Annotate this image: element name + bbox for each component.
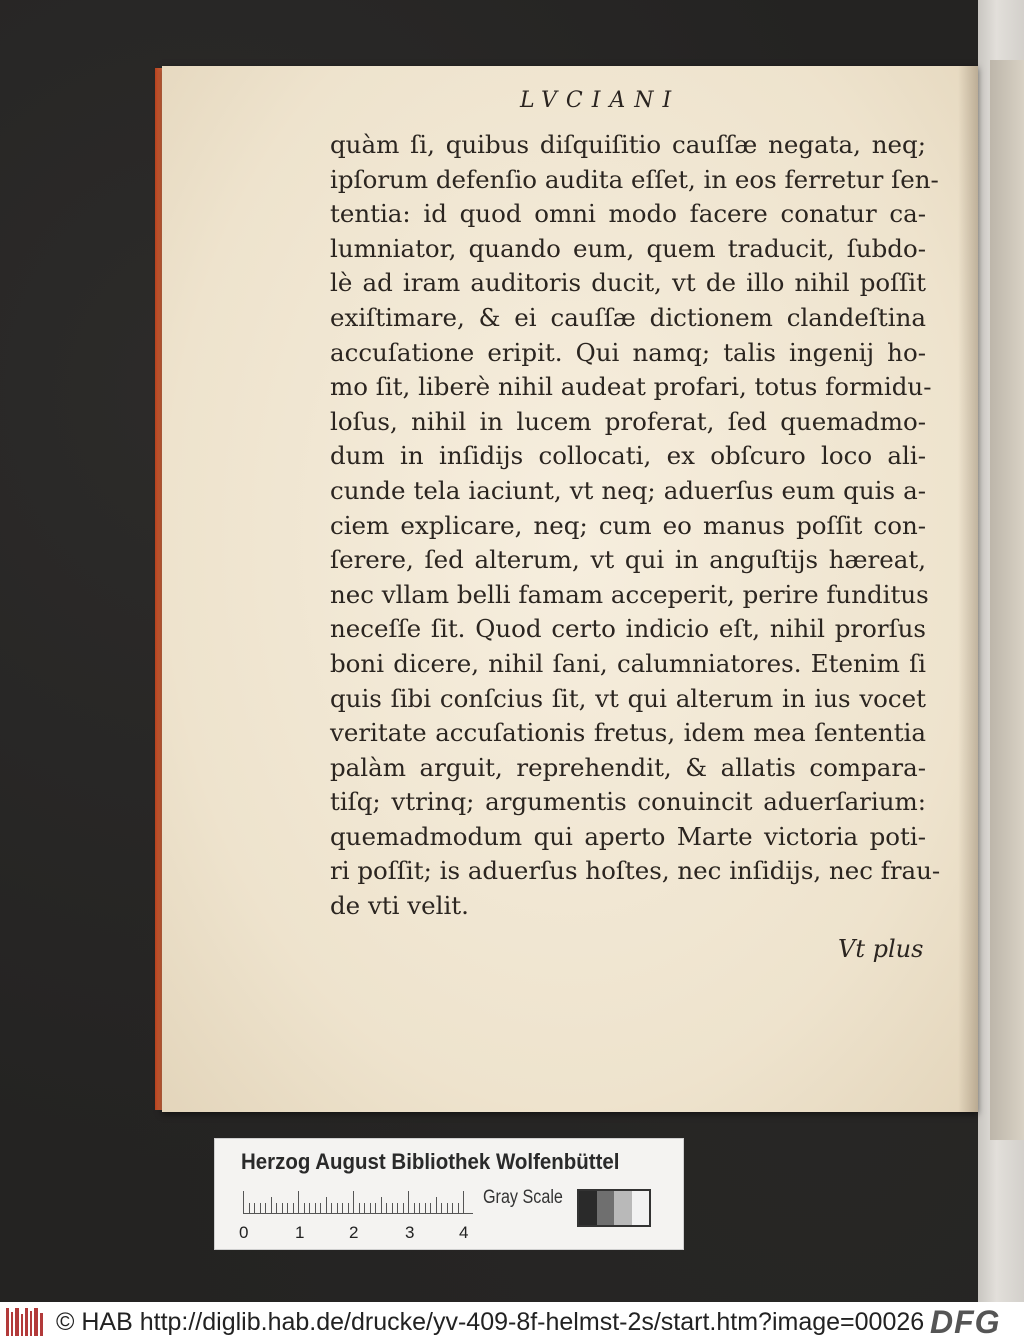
gray-swatch bbox=[614, 1191, 632, 1225]
ruler-tick bbox=[337, 1203, 338, 1213]
text-line: lè ad iram auditoris ducit, vt de illo nihil poſſit bbox=[330, 268, 926, 298]
ruler-tick bbox=[243, 1191, 244, 1213]
ruler-tick bbox=[359, 1203, 360, 1213]
text-line: palàm arguit, reprehendit, & allatis compara- bbox=[330, 752, 926, 782]
ruler-tick bbox=[436, 1197, 437, 1213]
text-line: mo ſit, liberè nihil audeat profari, totus formidu- bbox=[330, 372, 932, 402]
ruler-tick bbox=[381, 1197, 382, 1213]
dfg-logo: DFG bbox=[930, 1304, 1001, 1340]
ruler-tick bbox=[249, 1203, 250, 1213]
ruler-tick bbox=[425, 1203, 426, 1213]
calibration-card bbox=[214, 1138, 684, 1250]
barcode-icon bbox=[6, 1308, 44, 1336]
ruler-tick bbox=[342, 1203, 343, 1213]
gray-scale-label: Gray Scale bbox=[483, 1187, 563, 1208]
ruler-tick bbox=[463, 1191, 464, 1213]
ruler-tick bbox=[403, 1203, 404, 1213]
footer-bar bbox=[0, 1302, 1024, 1342]
ruler-tick bbox=[375, 1203, 376, 1213]
text-line: ſerere, ſed alterum, vt qui in anguſtijs hæreat, bbox=[330, 545, 926, 575]
text-line: lumniator, quando eum, quem traducit, ſubdo- bbox=[330, 233, 926, 263]
ruler-tick bbox=[320, 1203, 321, 1213]
gray-swatch bbox=[597, 1191, 615, 1225]
text-line: exiſtimare, & ei cauſſæ dictionem clandeſtina bbox=[330, 302, 926, 332]
ruler-tick bbox=[348, 1203, 349, 1213]
text-line: quemadmodum qui aperto Marte victoria poti- bbox=[330, 821, 926, 851]
ruler-tick bbox=[364, 1203, 365, 1213]
text-line: accuſatione eripit. Qui namq; talis ingenij ho- bbox=[330, 337, 926, 367]
ruler-tick bbox=[298, 1191, 299, 1213]
text-line: de vti velit. bbox=[330, 891, 469, 921]
text-line: dum in inſidijs collocati, ex obſcuro loco ali- bbox=[330, 441, 926, 471]
ruler-tick bbox=[452, 1203, 453, 1213]
ruler-tick bbox=[287, 1203, 288, 1213]
ruler-tick bbox=[441, 1203, 442, 1213]
text-line: cunde tela iaciunt, vt neq; aduerſus eum quis a- bbox=[330, 475, 926, 505]
text-line: neceſſe ſit. Quod certo indicio eſt, nihil prorſus bbox=[330, 614, 926, 644]
ruler-tick bbox=[282, 1203, 283, 1213]
text-line: ipſorum defenſio audita eſſet, in eos ferretur ſen- bbox=[330, 164, 939, 194]
scale-number: 0 bbox=[239, 1223, 249, 1242]
text-line: tentia: id quod omni modo facere conatur ca- bbox=[330, 199, 926, 229]
scale-ruler bbox=[243, 1189, 473, 1214]
page-text-block bbox=[330, 128, 941, 924]
ruler-tick bbox=[458, 1203, 459, 1213]
text-line: boni dicere, nihil ſani, calumniatores. Etenim ſi bbox=[330, 648, 926, 678]
adjacent-page-edge bbox=[978, 0, 1024, 1302]
scale-number: 1 bbox=[295, 1223, 305, 1242]
catchword: Vt plus bbox=[838, 935, 924, 963]
ruler-tick bbox=[353, 1191, 354, 1213]
ruler-tick bbox=[260, 1203, 261, 1213]
ruler-tick bbox=[370, 1203, 371, 1213]
scale-number: 4 bbox=[459, 1223, 469, 1242]
gray-swatch bbox=[579, 1191, 597, 1225]
ruler-tick bbox=[304, 1203, 305, 1213]
ruler-tick bbox=[414, 1203, 415, 1213]
ruler-tick bbox=[392, 1203, 393, 1213]
ruler-tick bbox=[331, 1203, 332, 1213]
ruler-tick bbox=[309, 1203, 310, 1213]
ruler-tick bbox=[293, 1203, 294, 1213]
text-line: tiſq; vtrinq; argumentis conuincit aduerſarium: bbox=[330, 787, 926, 817]
running-header: LVCIANI bbox=[520, 88, 681, 113]
ruler-tick bbox=[386, 1203, 387, 1213]
text-line: quis ſibi conſcius ſit, vt qui alterum in ius vocet bbox=[330, 683, 926, 713]
gray-swatch bbox=[632, 1191, 650, 1225]
text-line: ciem explicare, neq; cum eo manus poſſit con- bbox=[330, 510, 926, 540]
ruler-tick bbox=[315, 1203, 316, 1213]
text-line: ri poſſit; is aduerſus hoſtes, nec inſidijs, nec frau- bbox=[330, 856, 941, 886]
scale-number: 2 bbox=[349, 1223, 359, 1242]
page-gutter-shadow bbox=[958, 66, 978, 1112]
ruler-tick bbox=[447, 1203, 448, 1213]
ruler-tick bbox=[265, 1203, 266, 1213]
ruler-tick bbox=[326, 1197, 327, 1213]
ruler-tick bbox=[397, 1203, 398, 1213]
scale-number: 3 bbox=[405, 1223, 415, 1242]
text-line: nec vllam belli famam acceperit, perire funditus bbox=[330, 579, 929, 609]
card-title: Herzog August Bibliothek Wolfenbüttel bbox=[241, 1149, 620, 1174]
ruler-tick bbox=[419, 1203, 420, 1213]
text-line: veritate accuſationis fretus, idem mea ſententia bbox=[330, 718, 926, 748]
text-line: loſus, nihil in lucem proferat, ſed quemadmo- bbox=[330, 406, 926, 436]
gray-scale-swatches bbox=[577, 1189, 651, 1227]
text-line: quàm ſi, quibus diſquiſitio cauſſæ negata, neq; bbox=[330, 130, 926, 159]
ruler-tick bbox=[271, 1197, 272, 1213]
ruler-tick bbox=[408, 1191, 409, 1213]
copyright-url: © HAB http://diglib.hab.de/drucke/yv-409-8f-helmst-2s/start.htm?image=00026 bbox=[56, 1308, 925, 1336]
ruler-tick bbox=[430, 1203, 431, 1213]
ruler-tick bbox=[276, 1203, 277, 1213]
ruler-tick bbox=[254, 1203, 255, 1213]
